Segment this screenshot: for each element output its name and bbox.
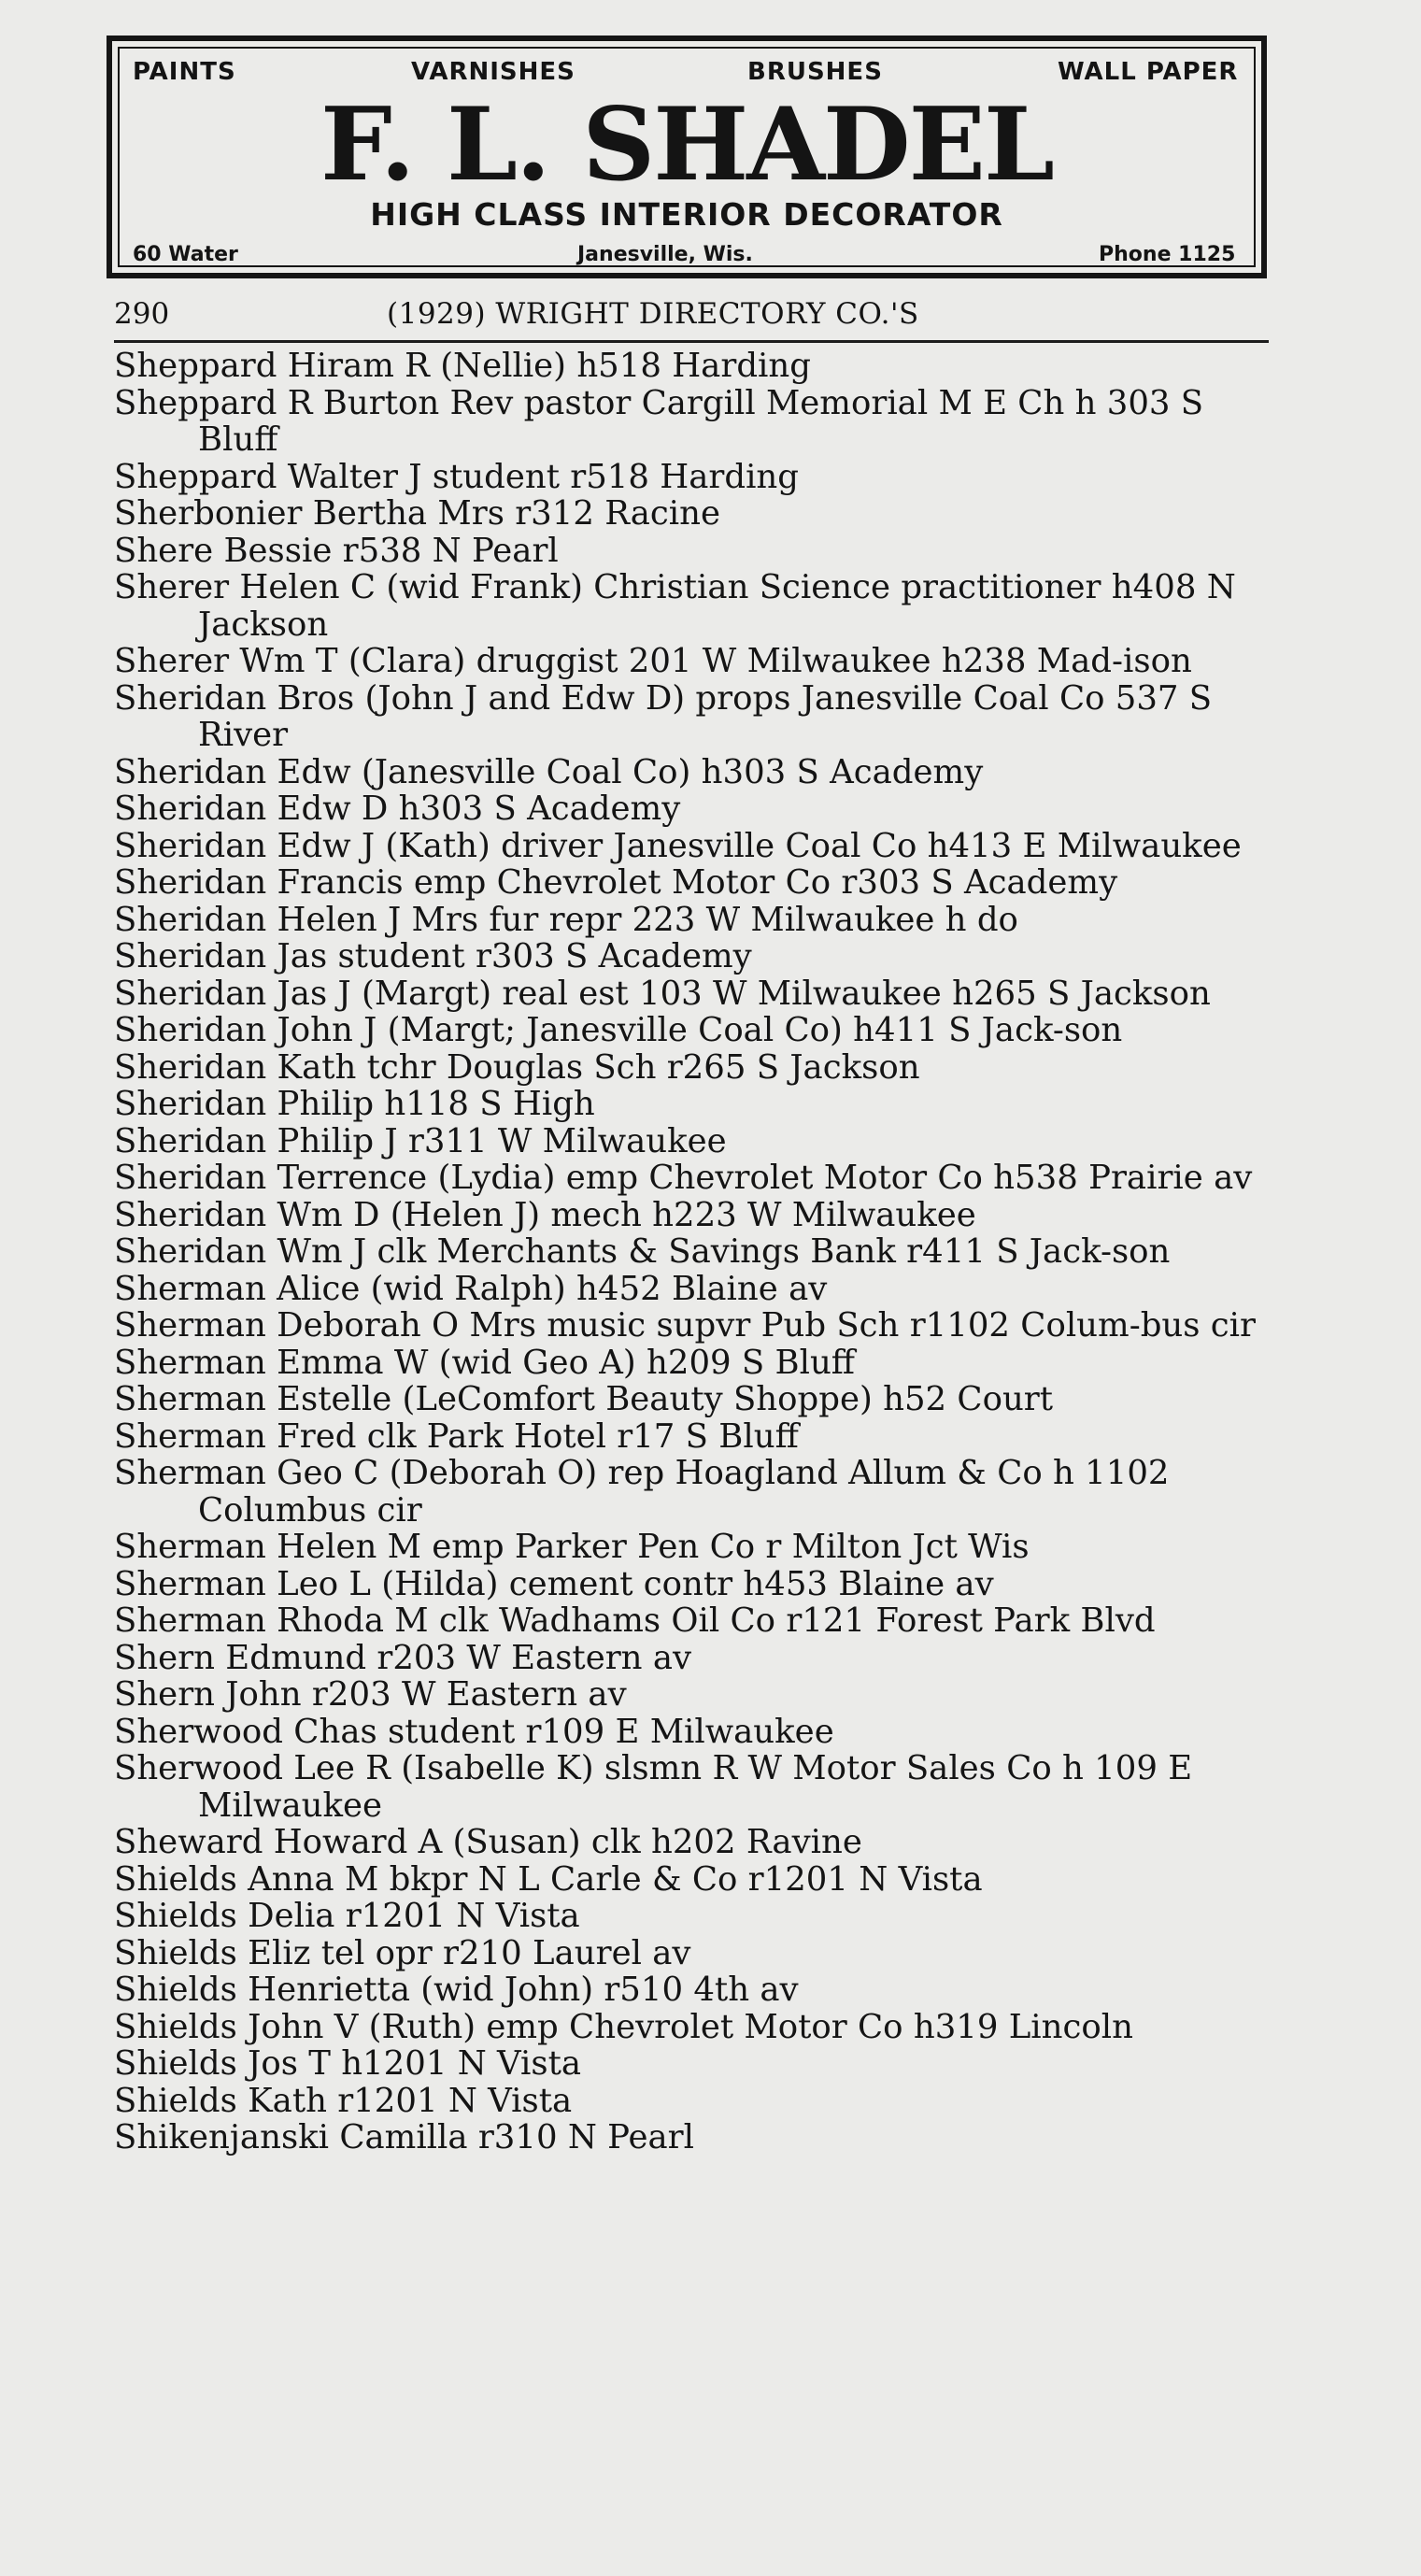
directory-entry: Shikenjanski Camilla r310 N Pearl xyxy=(114,2118,694,2156)
directory-entry: Shields Jos T h1201 N Vista xyxy=(114,2044,582,2083)
directory-entry: Sheridan Bros (John J and Edw D) props Janesville Coal Co 537 S River xyxy=(114,678,1213,754)
directory-entry: Sherman Fred clk Park Hotel r17 S Bluff xyxy=(114,1416,799,1456)
ad-label-wall-paper: WALL PAPER xyxy=(1058,58,1239,86)
directory-entry: Shields Kath r1201 N Vista xyxy=(114,2081,573,2120)
directory-entry: Sheridan John J (Margt; Janesville Coal Co) h411 S Jack-son xyxy=(114,1011,1123,1049)
directory-entry: Sheridan Francis emp Chevrolet Motor Co r303 S Academy xyxy=(114,863,1118,902)
directory-entry: Shere Bessie r538 N Pearl xyxy=(114,531,559,570)
directory-entry: Sherman Emma W (wid Geo A) h209 S Bluff xyxy=(114,1343,856,1382)
directory-listing xyxy=(114,348,1282,2156)
directory-entry: Shields Henrietta (wid John) r510 4th av xyxy=(114,1971,799,2009)
directory-entry: Sheridan Jas student r303 S Academy xyxy=(114,937,752,975)
ad-product-line xyxy=(112,58,1261,90)
directory-entry: Sheppard Walter J student r518 Harding xyxy=(114,457,800,496)
directory-entry: Sheridan Terrence (Lydia) emp Chevrolet Motor Co h538 Prairie av xyxy=(114,1159,1253,1197)
directory-entry: Sherer Wm T (Clara) druggist 201 W Milwaukee h238 Mad-ison xyxy=(114,642,1192,680)
directory-entry: Shern John r203 W Eastern av xyxy=(114,1675,627,1714)
directory-entry: Sheward Howard A (Susan) clk h202 Ravine xyxy=(114,1823,862,1861)
directory-entry: Sheppard R Burton Rev pastor Cargill Memorial M E Ch h 303 S Bluff xyxy=(114,383,1204,459)
header-rule xyxy=(114,340,1269,343)
directory-entry: Sherman Geo C (Deborah O) rep Hoagland Allum & Co h 1102 Columbus cir xyxy=(114,1454,1170,1530)
directory-entry: Sheridan Edw D h303 S Academy xyxy=(114,790,681,828)
directory-entry: Sheridan Wm D (Helen J) mech h223 W Milwaukee xyxy=(114,1195,976,1234)
page-number: 290 xyxy=(114,297,170,331)
directory-entry: Sheridan Wm J clk Merchants & Savings Bank r411 S Jack-son xyxy=(114,1232,1171,1271)
advertisement-box xyxy=(107,36,1267,278)
directory-entry: Sheridan Edw (Janesville Coal Co) h303 S Academy xyxy=(114,752,984,791)
directory-entry: Sherman Helen M emp Parker Pen Co r Milton Jct Wis xyxy=(114,1528,1030,1566)
ad-phone: Phone 1125 xyxy=(1099,243,1236,266)
directory-title: (1929) WRIGHT DIRECTORY CO.'S xyxy=(387,297,919,331)
directory-entry: Shields Anna M bkpr N L Carle & Co r1201 N Vista xyxy=(114,1859,983,1899)
directory-entry: Sherman Alice (wid Ralph) h452 Blaine av xyxy=(114,1269,828,1308)
ad-city: Janesville, Wis. xyxy=(577,243,753,266)
directory-entry: Sherwood Chas student r109 E Milwaukee xyxy=(114,1712,834,1751)
running-header xyxy=(114,292,1269,333)
directory-entry: Shields Delia r1201 N Vista xyxy=(114,1897,580,1935)
directory-entry: Shern Edmund r203 W Eastern av xyxy=(114,1638,692,1677)
ad-contact-line xyxy=(112,243,1261,269)
directory-entry: Sherman Estelle (LeComfort Beauty Shoppe) h52 Court xyxy=(114,1380,1054,1418)
directory-entry: Shields Eliz tel opr r210 Laurel av xyxy=(114,1933,691,1972)
ad-label-brushes: BRUSHES xyxy=(747,58,883,86)
directory-entry: Sheridan Philip J r311 W Milwaukee xyxy=(114,1121,727,1160)
directory-entry: Sheridan Kath tchr Douglas Sch r265 S Jackson xyxy=(114,1047,920,1087)
ad-tagline: HIGH CLASS INTERIOR DECORATOR xyxy=(370,196,1003,233)
directory-entry: Sherman Deborah O Mrs music supvr Pub Sch r1102 Colum-bus cir xyxy=(114,1306,1256,1345)
directory-entry: Sheridan Philip h118 S High xyxy=(114,1085,595,1123)
directory-entry: Sherwood Lee R (Isabelle K) slsmn R W Motor Sales Co h 109 E Milwaukee xyxy=(114,1749,1193,1825)
directory-entry: Shields John V (Ruth) emp Chevrolet Motor Co h319 Lincoln xyxy=(114,2007,1134,2046)
directory-entry: Sherman Rhoda M clk Wadhams Oil Co r121 Forest Park Blvd xyxy=(114,1601,1156,1640)
directory-entry: Sheridan Jas J (Margt) real est 103 W Milwaukee h265 S Jackson xyxy=(114,974,1211,1013)
directory-entry: Sherman Leo L (Hilda) cement contr h453 Blaine av xyxy=(114,1564,994,1603)
ad-business-name: F. L. SHADEL xyxy=(320,86,1053,204)
directory-entry: Sheridan Edw J (Kath) driver Janesville Coal Co h413 E Milwaukee xyxy=(114,826,1242,865)
directory-entry: Sheridan Helen J Mrs fur repr 223 W Milwaukee h do xyxy=(114,900,1018,939)
directory-entry: Sherbonier Bertha Mrs r312 Racine xyxy=(114,494,721,533)
directory-entry: Sherer Helen C (wid Frank) Christian Science practitioner h408 N Jackson xyxy=(114,568,1236,644)
ad-address: 60 Water xyxy=(133,243,238,266)
ad-label-paints: PAINTS xyxy=(133,58,236,86)
directory-entry: Sheppard Hiram R (Nellie) h518 Harding xyxy=(114,347,811,385)
ad-label-varnishes: VARNISHES xyxy=(411,58,576,86)
